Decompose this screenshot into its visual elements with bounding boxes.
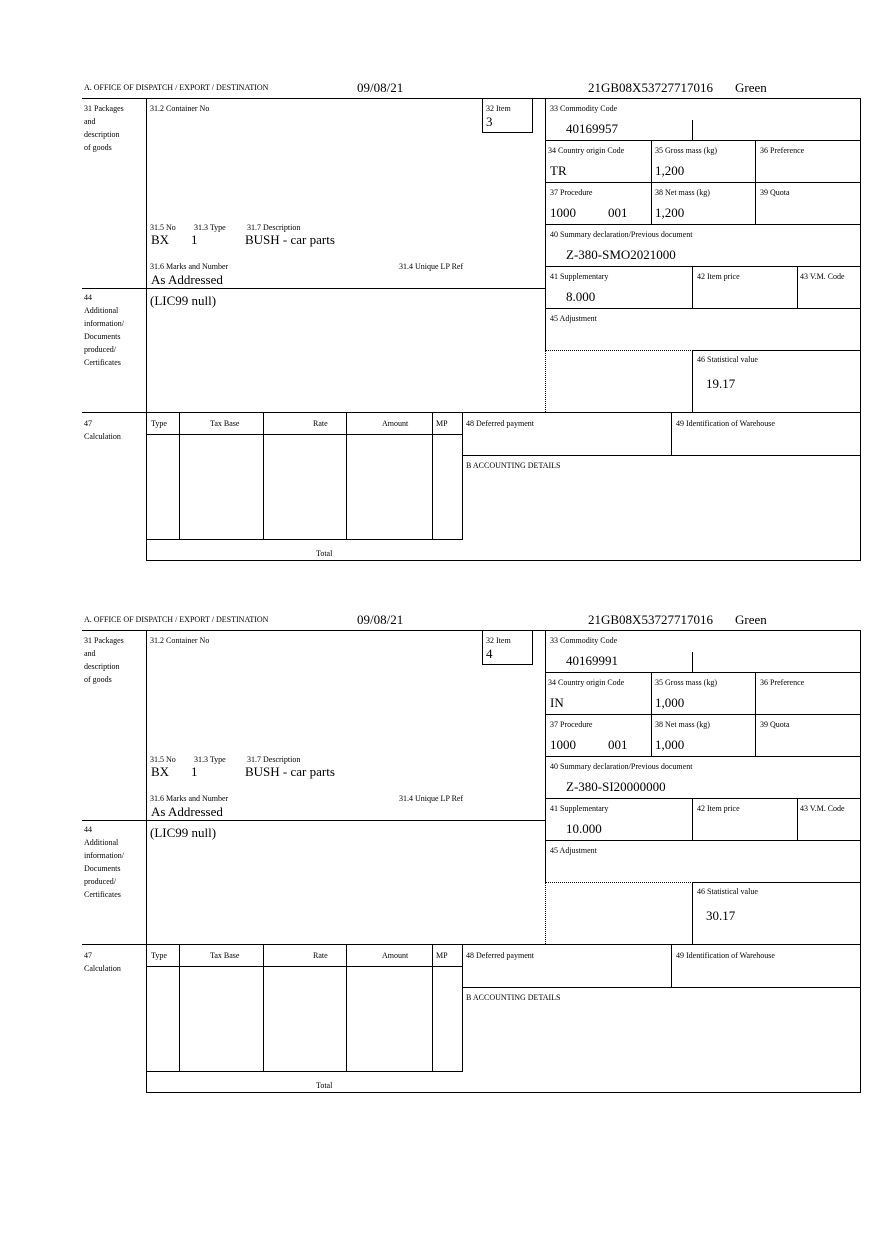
office-dispatch-label: A. OFFICE OF DISPATCH / EXPORT / DESTINATION [84,615,269,624]
commodity-code-label: 33 Commodity Code [550,636,618,645]
container-no-label: 31.2 Container No [150,636,210,645]
calc-type-header: Type [151,951,167,960]
side-label-line: Certificates [84,358,121,367]
side-label-line: 44 [84,293,92,302]
row-line-37 [545,182,861,183]
statistical-dotted-left [545,882,546,944]
net-mass-label: 38 Net mass (kg) [655,720,710,729]
package-type-label: 31.3 Type [194,223,226,232]
calc-rate-header: Rate [313,951,328,960]
gross-mass-value: 1,200 [655,163,685,178]
marks-value: As Addressed [151,804,223,819]
calc-amount-header: Amount [382,419,409,428]
net-mass-value: 1,000 [655,737,685,752]
row-line-34 [545,140,861,141]
side-label-line: and [84,117,96,126]
side-label-line: Documents [84,864,121,873]
deferred-payment-label: 48 Deferred payment [466,951,534,960]
commodity-code-label: 33 Commodity Code [550,104,618,113]
procedure-label: 37 Procedure [550,720,593,729]
adjustment-label: 45 Adjustment [550,314,597,323]
marks-label: 31.6 Marks and Number [150,262,229,271]
item-price-label: 42 Item price [697,804,740,813]
commodity-code-value: 40169991 [566,653,618,668]
declaration-reference: 21GB08X53727717016 [588,80,713,95]
accounting-details-label: B ACCOUNTING DETAILS [466,461,561,470]
frame-left-line [146,630,147,1093]
summary-declaration-label: 40 Summary declaration/Previous document [550,230,693,239]
side-label-line: Documents [84,332,121,341]
accounting-details-label: B ACCOUNTING DETAILS [466,993,561,1002]
calc-header-line [146,434,463,435]
package-type-value: 1 [191,764,198,779]
side-label-line: information/ [84,319,124,328]
row-line-34 [545,672,861,673]
row-line-accounting [462,455,861,456]
calc-total-line [146,1071,463,1072]
warehouse-label: 49 Identification of Warehouse [676,951,775,960]
item-number: 4 [486,646,493,661]
procedure-extra-value: 001 [608,205,628,220]
side-label-line: Additional [84,838,119,847]
row-line-46 [692,882,861,883]
col-line-42 [692,798,693,840]
row-line-41 [545,798,861,799]
calc-col-3 [346,944,347,1072]
calc-col-4 [432,944,433,1072]
item-box-left [482,98,483,133]
declaration-reference: 21GB08X53727717016 [588,612,713,627]
procedure-value: 1000 [550,205,576,220]
quota-label: 39 Quota [760,188,790,197]
calc-col-3 [346,412,347,540]
statistical-dotted-left [545,350,546,412]
adjustment-label: 45 Adjustment [550,846,597,855]
side-label-line: 31 Packages [84,104,124,113]
item-label: 32 Item [486,104,511,113]
container-no-label: 31.2 Container No [150,104,210,113]
calc-tax-base-header: Tax Base [210,951,240,960]
calc-type-header: Type [151,419,167,428]
package-no-label: 31.5 No [150,755,176,764]
additional-info-side-label [84,823,124,901]
vm-code-label: 43 V.M. Code [800,804,845,813]
col-line-43 [797,266,798,308]
col-line-42 [692,266,693,308]
item-box-right [532,98,533,133]
unique-lp-label: 31.4 Unique LP Ref [399,794,464,803]
calculation-side-label [84,417,121,443]
side-label-line: description [84,662,120,671]
previous-document-value: Z-380-SI20000000 [566,779,666,794]
packages-side-label [84,634,124,686]
calc-mp-header: MP [436,951,448,960]
supplementary-value: 10.000 [566,821,602,836]
row-line-41 [545,266,861,267]
item-price-label: 42 Item price [697,272,740,281]
description-label: 31.7 Description [247,223,301,232]
commodity-code-tick [692,652,693,672]
calc-total-label: Total [316,1081,333,1090]
statistical-box-left [692,350,693,412]
supplementary-value: 8.000 [566,289,596,304]
item-box-bottom [482,664,533,665]
package-no-value: BX [151,764,170,779]
col-line-49 [671,944,672,988]
statistical-value-label: 46 Statistical value [697,887,758,896]
calculation-side-label [84,949,121,975]
side-label-line: 44 [84,825,92,834]
item-box-right [532,630,533,665]
additional-info-value: (LIC99 null) [150,293,217,308]
net-mass-value: 1,200 [655,205,685,220]
previous-document-value: Z-380-SMO2021000 [566,247,676,262]
additional-info-side-label [84,291,124,369]
side-label-line: 31 Packages [84,636,124,645]
route-color: Green [735,80,767,95]
row-line-46 [692,350,861,351]
calc-mp-header: MP [436,419,448,428]
preference-label: 36 Preference [760,146,805,155]
side-label-line: produced/ [84,345,116,354]
summary-declaration-label: 40 Summary declaration/Previous document [550,762,693,771]
statistical-value: 30.17 [706,908,736,923]
route-color: Green [735,612,767,627]
office-dispatch-label: A. OFFICE OF DISPATCH / EXPORT / DESTINATION [84,83,269,92]
frame-left-line [146,98,147,561]
frame-bottom-line [146,1092,861,1093]
additional-info-value: (LIC99 null) [150,825,217,840]
row-line-47 [82,944,861,945]
row-line-45 [545,840,861,841]
calc-total-label: Total [316,549,333,558]
frame-top-line [82,630,861,631]
warehouse-label: 49 Identification of Warehouse [676,419,775,428]
declaration-item-form-1 [0,0,882,558]
marks-value: As Addressed [151,272,223,287]
description-label: 31.7 Description [247,755,301,764]
row-line-40 [545,224,861,225]
adjustment-dotted-line [545,882,693,883]
statistical-value: 19.17 [706,376,736,391]
procedure-label: 37 Procedure [550,188,593,197]
item-number: 3 [486,114,493,129]
frame-top-line [82,98,861,99]
row-line-45 [545,308,861,309]
quota-label: 39 Quota [760,720,790,729]
description-value: BUSH - car parts [245,764,335,779]
frame-right-line [860,98,861,561]
net-mass-label: 38 Net mass (kg) [655,188,710,197]
supplementary-label: 41 Supplementary [550,272,609,281]
calc-col-1 [179,412,180,540]
item-box-bottom [482,132,533,133]
side-label-line: and [84,649,96,658]
side-label-line: Certificates [84,890,121,899]
frame-right-line [860,630,861,1093]
country-origin-value: IN [550,695,564,710]
row-line-37 [545,714,861,715]
side-label-line: of goods [84,675,112,684]
commodity-code-value: 40169957 [566,121,618,136]
country-origin-label: 34 Country origin Code [548,678,625,687]
procedure-extra-value: 001 [608,737,628,752]
side-label-line: Calculation [84,964,121,973]
side-label-line: Additional [84,306,119,315]
gross-mass-label: 35 Gross mass (kg) [655,146,717,155]
declaration-date: 09/08/21 [357,80,404,95]
commodity-code-tick [692,120,693,140]
side-label-line: description [84,130,120,139]
description-value: BUSH - car parts [245,232,335,247]
package-no-value: BX [151,232,170,247]
item-box-left [482,630,483,665]
deferred-payment-label: 48 Deferred payment [466,419,534,428]
statistical-value-label: 46 Statistical value [697,355,758,364]
calc-col-5 [462,944,463,1072]
item-label: 32 Item [486,636,511,645]
side-label-line: information/ [84,851,124,860]
calc-amount-header: Amount [382,951,409,960]
gross-mass-value: 1,000 [655,695,685,710]
side-label-line: 47 [84,419,92,428]
col-line-49 [671,412,672,456]
unique-lp-label: 31.4 Unique LP Ref [399,262,464,271]
adjustment-dotted-line [545,350,693,351]
row-line-44 [82,288,546,289]
statistical-box-left [692,882,693,944]
package-no-label: 31.5 No [150,223,176,232]
side-label-line: produced/ [84,877,116,886]
row-line-44 [82,820,546,821]
side-label-line: Calculation [84,432,121,441]
row-line-47 [82,412,861,413]
packages-side-label [84,102,124,154]
calc-tax-base-header: Tax Base [210,419,240,428]
procedure-value: 1000 [550,737,576,752]
calc-col-1 [179,944,180,1072]
country-origin-label: 34 Country origin Code [548,146,625,155]
calc-rate-header: Rate [313,419,328,428]
calc-col-2 [263,944,264,1072]
country-origin-value: TR [550,163,567,178]
side-label-line: of goods [84,143,112,152]
vm-code-label: 43 V.M. Code [800,272,845,281]
side-label-line: 47 [84,951,92,960]
calc-col-2 [263,412,264,540]
row-line-accounting [462,987,861,988]
declaration-date: 09/08/21 [357,612,404,627]
calc-header-line [146,966,463,967]
package-type-value: 1 [191,232,198,247]
calc-col-4 [432,412,433,540]
gross-mass-label: 35 Gross mass (kg) [655,678,717,687]
supplementary-label: 41 Supplementary [550,804,609,813]
row-line-40 [545,756,861,757]
marks-label: 31.6 Marks and Number [150,794,229,803]
col-line-43 [797,798,798,840]
preference-label: 36 Preference [760,678,805,687]
declaration-item-form-2 [0,532,882,1090]
package-type-label: 31.3 Type [194,755,226,764]
calc-col-5 [462,412,463,540]
